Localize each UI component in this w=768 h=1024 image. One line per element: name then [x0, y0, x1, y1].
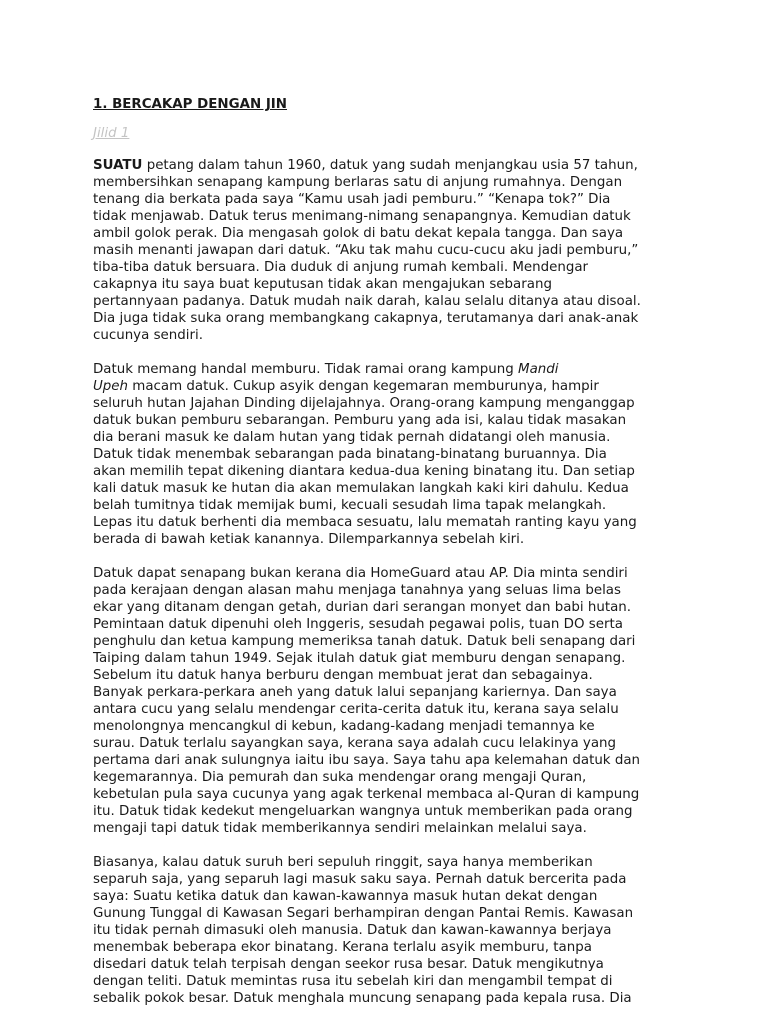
paragraph-3 [93, 565, 683, 837]
paragraph-line: berada di bawah ketiak kanannya. Dilemparkannya sebelah kiri. [93, 532, 525, 547]
paragraph-line [93, 361, 683, 378]
paragraph-line: ekar yang ditanam dengan getah, durian dari serangan monyet dan babi hutan. [93, 600, 632, 615]
paragraph-line: Datuk dapat senapang bukan kerana dia HomeGuard atau AP. Dia minta sendiri [93, 566, 628, 581]
paragraph-line: antara cucu yang selalu mendengar cerita-cerita datuk itu, kerana saya selalu [93, 702, 619, 717]
paragraph-line: kali datuk masuk ke hutan dia akan memulakan langkah kaki kiri dahulu. Kedua [93, 481, 629, 496]
paragraph-line: pertannyaan padanya. Datuk mudah naik darah, kalau selalu ditanya atau disoal. [93, 294, 641, 309]
paragraph-line: Dia juga tidak suka orang membangkang cakapnya, terutamanya dari anak-anak [93, 311, 639, 326]
place-name-italic: Mandi [518, 362, 559, 377]
paragraph-line: pertama dari anak sulungnya iaitu ibu saya. Saya tahu apa kelemahan datuk dan [93, 753, 641, 768]
paragraph-line: Biasanya, kalau datuk suruh beri sepuluh ringgit, saya hanya memberikan [93, 855, 593, 870]
paragraph-1 [93, 157, 683, 344]
paragraph-line: akan memilih tepat dikening diantara kedua-dua kening binatang itu. Dan setiap [93, 464, 635, 479]
paragraph-4 [93, 854, 683, 1007]
paragraph-line: Banyak perkara-perkara aneh yang datuk lalui sepanjang kariernya. Dan saya [93, 685, 617, 700]
paragraph-line: tiba-tiba datuk bersuara. Dia duduk di anjung rumah kembali. Mendengar [93, 260, 589, 275]
paragraph-line: tenang dia berkata pada saya “Kamu usah jadi pemburu.” “Kenapa tok?” Dia [93, 192, 611, 207]
paragraph-line: dia berani masuk ke dalam hutan yang tidak pernah didatangi oleh manusia. [93, 430, 611, 445]
paragraph-line: belah tumitnya tidak memijak bumi, kecuali sesudah lima tapak melangkah. [93, 498, 607, 513]
line-text: macam datuk. Cukup asyik dengan kegemaran memburunya, hampir [128, 379, 599, 394]
paragraph-line: ambil golok perak. Dia mengasah golok di batu dekat kepala tangga. Dan saya [93, 226, 624, 241]
paragraph-line: mengaji tapi datuk tidak memberikannya sendiri melainkan melalui saya. [93, 821, 587, 836]
paragraph-line: separuh saja, yang separuh lagi masuk saku saya. Pernah datuk bercerita pada [93, 872, 627, 887]
chapter-title: 1. BERCAKAP DENGAN JIN [93, 97, 288, 112]
paragraph-line: kegemarannya. Dia pemurah dan suka mendengar orang mengaji Quran, [93, 770, 587, 785]
paragraph-line: membersihkan senapang kampung berlaras satu di anjung rumahnya. Dengan [93, 175, 623, 190]
paragraph-line: cucunya sendiri. [93, 328, 203, 343]
line-text: Datuk memang handal memburu. Tidak ramai orang kampung [93, 362, 519, 377]
paragraph-line: saya: Suatu ketika datuk dan kawan-kawannya masuk hutan dekat dengan [93, 889, 598, 904]
paragraph-line: cakapnya itu saya buat keputusan tidak akan mengajukan sebarang [93, 277, 552, 292]
paragraph-line: itu. Datuk tidak kedekut mengeluarkan wangnya untuk memberikan pada orang [93, 804, 633, 819]
lead-word: SUATU [93, 158, 143, 173]
paragraph-line: itu tidak pernah dimasuki oleh manusia. Datuk dan kawan-kawannya berjaya [93, 923, 612, 938]
paragraph-line: Gunung Tunggal di Kawasan Segari berhampiran dengan Pantai Remis. Kawasan [93, 906, 634, 921]
paragraph-line: Taiping dalam tahun 1949. Sejak itulah datuk giat memburu dengan senapang. [93, 651, 626, 666]
paragraph-line [93, 157, 683, 174]
paragraph-line: menembak beberapa ekor binatang. Kerana terlalu asyik memburu, tanpa [93, 940, 592, 955]
paragraph-line: masih menanti jawapan dari datuk. “Aku tak mahu cucu-cucu aku jadi pemburu,” [93, 243, 639, 258]
paragraph-line: seluruh hutan Jajahan Dinding dijelajahnya. Orang-orang kampung menganggap [93, 396, 635, 411]
paragraph-line [93, 378, 683, 395]
paragraph-line: kebetulan pula saya cucunya yang agak terkenal membaca al-Quran di kampung [93, 787, 640, 802]
paragraph-line: disedari datuk telah terpisah dengan seekor rusa besar. Datuk mengikutnya [93, 957, 604, 972]
paragraph-line: Datuk tidak menembak sebarangan pada binatang-binatang buruannya. Dia [93, 447, 607, 462]
paragraph-line: menolongnya mencangkul di kebun, kadang-kadang menjadi temannya ke [93, 719, 595, 734]
paragraph-2 [93, 361, 683, 548]
paragraph-line: surau. Datuk terlalu sayangkan saya, kerana saya adalah cucu lelakinya yang [93, 736, 617, 751]
paragraph-line: Sebelum itu datuk hanya berburu dengan membuat jerat dan sebagainya. [93, 668, 593, 683]
place-name-italic: Upeh [93, 379, 129, 394]
paragraph-line: penghulu dan ketua kampung memeriksa tanah datuk. Datuk beli senapang dari [93, 634, 636, 649]
document-page [93, 96, 683, 1007]
paragraph-line: sebalik pokok besar. Datuk menghala muncung senapang pada kepala rusa. Dia [93, 991, 632, 1006]
paragraph-line: dengan teliti. Datuk memintas rusa itu sebelah kiri dan mengambil tempat di [93, 974, 613, 989]
line-text: petang dalam tahun 1960, datuk yang sudah menjangkau usia 57 tahun, [142, 158, 638, 173]
paragraph-line: tidak menjawab. Datuk terus menimang-nimang senapangnya. Kemudian datuk [93, 209, 631, 224]
volume-label: Jilid 1 [93, 126, 130, 141]
paragraph-line: pada kerajaan dengan alasan mahu menjaga tanahnya yang seluas lima belas [93, 583, 621, 598]
paragraph-line: Pemintaan datuk dipenuhi oleh Inggeris, sesudah pegawai polis, tuan DO serta [93, 617, 623, 632]
paragraph-line: datuk bukan pemburu sebarangan. Pemburu yang ada isi, kalau tidak masakan [93, 413, 627, 428]
paragraph-line: Lepas itu datuk berhenti dia membaca sesuatu, lalu mematah ranting kayu yang [93, 515, 637, 530]
